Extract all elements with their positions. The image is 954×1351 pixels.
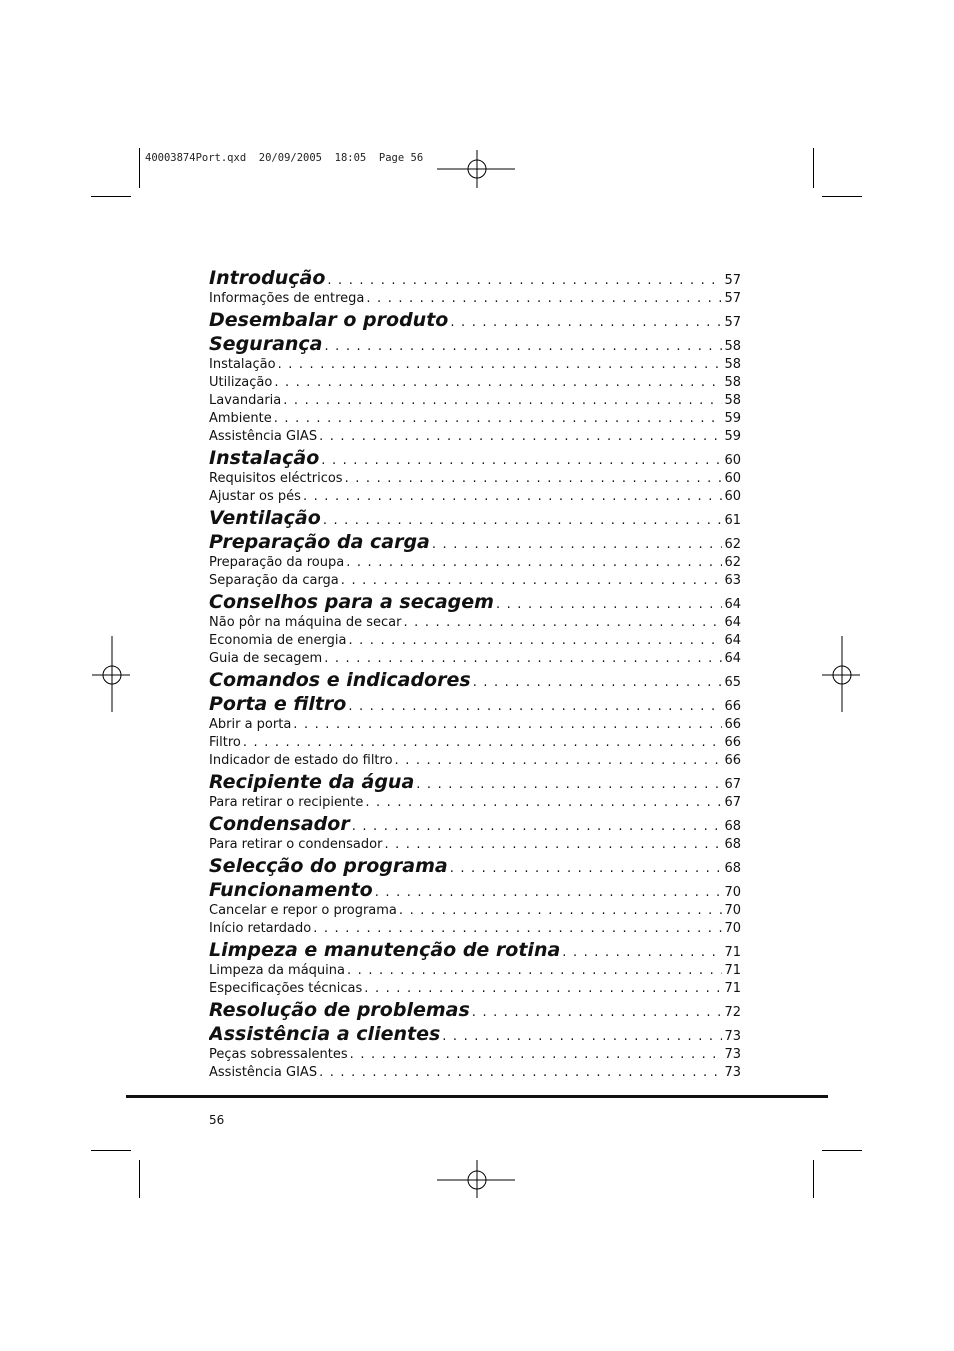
toc-subsection-page: 64	[724, 633, 741, 648]
crop-mark	[813, 148, 814, 188]
toc-subsection-page: 62	[724, 555, 741, 570]
dot-leader	[350, 1046, 723, 1064]
toc-subsection	[209, 962, 741, 980]
toc-section-page: 58	[724, 339, 741, 354]
crop-mark	[139, 148, 140, 188]
dot-leader	[399, 902, 723, 920]
toc-subsection-page: 70	[724, 903, 741, 918]
toc-subsection-title: Limpeza da máquina	[209, 963, 345, 978]
toc-section-page: 57	[724, 273, 741, 288]
toc-subsection-title: Especificações técnicas	[209, 981, 363, 996]
toc-section	[209, 668, 741, 692]
toc-section	[209, 770, 741, 794]
registration-mark-icon	[92, 636, 132, 714]
toc-section	[209, 812, 741, 836]
toc-subsection-title: Filtro	[209, 735, 241, 750]
toc-subsection	[209, 650, 741, 668]
toc-section-page: 71	[724, 945, 741, 960]
table-of-contents	[209, 266, 741, 1082]
dot-leader	[283, 392, 722, 410]
dot-leader	[366, 290, 722, 308]
dot-leader	[442, 1025, 722, 1046]
toc-subsection-title: Utilização	[209, 375, 273, 390]
toc-section-page: 66	[724, 699, 741, 714]
toc-section-page: 60	[724, 453, 741, 468]
toc-section-page: 73	[724, 1029, 741, 1044]
toc-subsection	[209, 794, 741, 812]
toc-section-title: Selecção do programa	[209, 855, 448, 877]
toc-section-title: Porta e filtro	[209, 693, 347, 715]
toc-subsection	[209, 392, 741, 410]
dot-leader	[243, 734, 723, 752]
dot-leader	[473, 671, 723, 692]
toc-subsection-title: Peças sobressalentes	[209, 1047, 348, 1062]
toc-subsection	[209, 374, 741, 392]
toc-section-page: 64	[724, 597, 741, 612]
toc-subsection-title: Para retirar o condensador	[209, 837, 383, 852]
toc-subsection-page: 64	[724, 615, 741, 630]
toc-subsection-page: 66	[724, 717, 741, 732]
toc-section-title: Limpeza e manutenção de rotina	[209, 939, 561, 961]
dot-leader	[345, 470, 723, 488]
toc-subsection	[209, 356, 741, 374]
dot-leader	[375, 881, 723, 902]
toc-section	[209, 266, 741, 290]
toc-section-title: Preparação da carga	[209, 531, 430, 553]
footer-rule	[126, 1095, 828, 1098]
crop-mark	[139, 1160, 140, 1198]
toc-section	[209, 878, 741, 902]
toc-subsection-page: 57	[724, 291, 741, 306]
toc-subsection-page: 70	[724, 921, 741, 936]
toc-section	[209, 938, 741, 962]
toc-section-title: Introdução	[209, 267, 326, 289]
toc-section	[209, 590, 741, 614]
toc-section-title: Condensador	[209, 813, 350, 835]
registration-mark-icon	[822, 636, 862, 714]
toc-section-page: 68	[724, 861, 741, 876]
toc-section-page: 62	[724, 537, 741, 552]
toc-subsection-page: 66	[724, 753, 741, 768]
dot-leader	[274, 410, 723, 428]
toc-subsection-page: 58	[724, 357, 741, 372]
toc-subsection-page: 59	[724, 411, 741, 426]
dot-leader	[319, 428, 722, 446]
registration-mark-icon	[437, 1160, 517, 1200]
toc-subsection	[209, 980, 741, 998]
toc-section	[209, 998, 741, 1022]
dot-leader	[348, 632, 722, 650]
toc-subsection-title: Assistência GIAS	[209, 429, 318, 444]
toc-section-page: 61	[724, 513, 741, 528]
toc-subsection-title: Ajustar os pés	[209, 489, 301, 504]
toc-subsection-title: Guia de secagem	[209, 651, 323, 666]
crop-mark	[91, 196, 131, 197]
dot-leader	[293, 716, 722, 734]
toc-section-title: Comandos e indicadores	[209, 669, 471, 691]
crop-mark	[813, 1160, 814, 1198]
toc-subsection-page: 60	[724, 489, 741, 504]
toc-subsection-page: 73	[724, 1047, 741, 1062]
toc-subsection-page: 73	[724, 1065, 741, 1080]
dot-leader	[341, 572, 723, 590]
toc-section-title: Assistência a clientes	[209, 1023, 441, 1045]
toc-section-page: 72	[724, 1005, 741, 1020]
toc-subsection-title: Início retardado	[209, 921, 312, 936]
dot-leader	[346, 554, 722, 572]
toc-subsection	[209, 1046, 741, 1064]
toc-section	[209, 1022, 741, 1046]
dot-leader	[325, 335, 723, 356]
toc-section-page: 67	[724, 777, 741, 792]
dot-leader	[313, 920, 722, 938]
dot-leader	[321, 449, 722, 470]
dot-leader	[562, 941, 722, 962]
toc-section-title: Conselhos para a secagem	[209, 591, 494, 613]
toc-section	[209, 332, 741, 356]
toc-subsection-page: 67	[724, 795, 741, 810]
dot-leader	[450, 857, 723, 878]
toc-subsection	[209, 902, 741, 920]
toc-subsection-title: Lavandaria	[209, 393, 282, 408]
toc-subsection	[209, 752, 741, 770]
dot-leader	[472, 1001, 723, 1022]
toc-section-title: Recipiente da água	[209, 771, 415, 793]
toc-section-page: 70	[724, 885, 741, 900]
toc-subsection	[209, 290, 741, 308]
toc-subsection-page: 59	[724, 429, 741, 444]
page-number: 56	[209, 1113, 225, 1127]
toc-section	[209, 692, 741, 716]
toc-subsection	[209, 734, 741, 752]
dot-leader	[319, 1064, 722, 1082]
toc-subsection	[209, 572, 741, 590]
toc-subsection	[209, 554, 741, 572]
toc-subsection-title: Instalação	[209, 357, 276, 372]
toc-subsection	[209, 920, 741, 938]
crop-mark	[822, 196, 862, 197]
toc-section-title: Ventilação	[209, 507, 321, 529]
toc-section	[209, 446, 741, 470]
dot-leader	[365, 794, 722, 812]
toc-section-page: 57	[724, 315, 741, 330]
dot-leader	[347, 962, 722, 980]
dot-leader	[303, 488, 723, 506]
toc-subsection-title: Cancelar e repor o programa	[209, 903, 397, 918]
printer-slug: 40003874Port.qxd 20/09/2005 18:05 Page 56	[145, 152, 424, 164]
toc-subsection-title: Informações de entrega	[209, 291, 365, 306]
toc-section-title: Desembalar o produto	[209, 309, 449, 331]
dot-leader	[324, 650, 722, 668]
toc-subsection-page: 64	[724, 651, 741, 666]
toc-section	[209, 854, 741, 878]
dot-leader	[384, 836, 722, 854]
toc-section	[209, 308, 741, 332]
toc-section-title: Segurança	[209, 333, 323, 355]
toc-subsection-page: 71	[724, 963, 741, 978]
crop-mark	[822, 1150, 862, 1151]
dot-leader	[403, 614, 722, 632]
toc-subsection-title: Separação da carga	[209, 573, 339, 588]
toc-subsection	[209, 488, 741, 506]
toc-section	[209, 530, 741, 554]
toc-subsection-title: Ambiente	[209, 411, 272, 426]
toc-subsection-page: 58	[724, 393, 741, 408]
dot-leader	[348, 695, 722, 716]
toc-subsection-title: Para retirar o recipiente	[209, 795, 364, 810]
toc-section-title: Instalação	[209, 447, 320, 469]
toc-subsection	[209, 836, 741, 854]
toc-subsection-title: Abrir a porta	[209, 717, 292, 732]
toc-subsection-title: Não pôr na máquina de secar	[209, 615, 402, 630]
dot-leader	[274, 374, 722, 392]
toc-subsection-page: 66	[724, 735, 741, 750]
dot-leader	[496, 593, 722, 614]
toc-section-page: 65	[724, 675, 741, 690]
dot-leader	[352, 815, 723, 836]
toc-subsection	[209, 632, 741, 650]
dot-leader	[327, 269, 722, 290]
dot-leader	[364, 980, 722, 998]
toc-subsection-title: Assistência GIAS	[209, 1065, 318, 1080]
toc-section-title: Resolução de problemas	[209, 999, 470, 1021]
toc-subsection	[209, 716, 741, 734]
dot-leader	[432, 533, 723, 554]
dot-leader	[395, 752, 723, 770]
dot-leader	[450, 311, 722, 332]
toc-subsection-title: Requisitos eléctricos	[209, 471, 343, 486]
dot-leader	[278, 356, 723, 374]
toc-subsection	[209, 1064, 741, 1082]
toc-subsection-title: Indicador de estado do filtro	[209, 753, 393, 768]
toc-subsection-page: 63	[724, 573, 741, 588]
toc-subsection-title: Economia de energia	[209, 633, 347, 648]
toc-subsection-page: 60	[724, 471, 741, 486]
registration-mark-icon	[437, 150, 517, 190]
toc-subsection-title: Preparação da roupa	[209, 555, 345, 570]
toc-subsection	[209, 410, 741, 428]
crop-mark	[91, 1150, 131, 1151]
toc-subsection-page: 58	[724, 375, 741, 390]
toc-subsection-page: 71	[724, 981, 741, 996]
toc-section-page: 68	[724, 819, 741, 834]
toc-subsection-page: 68	[724, 837, 741, 852]
toc-section-title: Funcionamento	[209, 879, 373, 901]
dot-leader	[416, 773, 722, 794]
toc-subsection	[209, 614, 741, 632]
dot-leader	[323, 509, 723, 530]
toc-subsection	[209, 470, 741, 488]
toc-subsection	[209, 428, 741, 446]
toc-section	[209, 506, 741, 530]
